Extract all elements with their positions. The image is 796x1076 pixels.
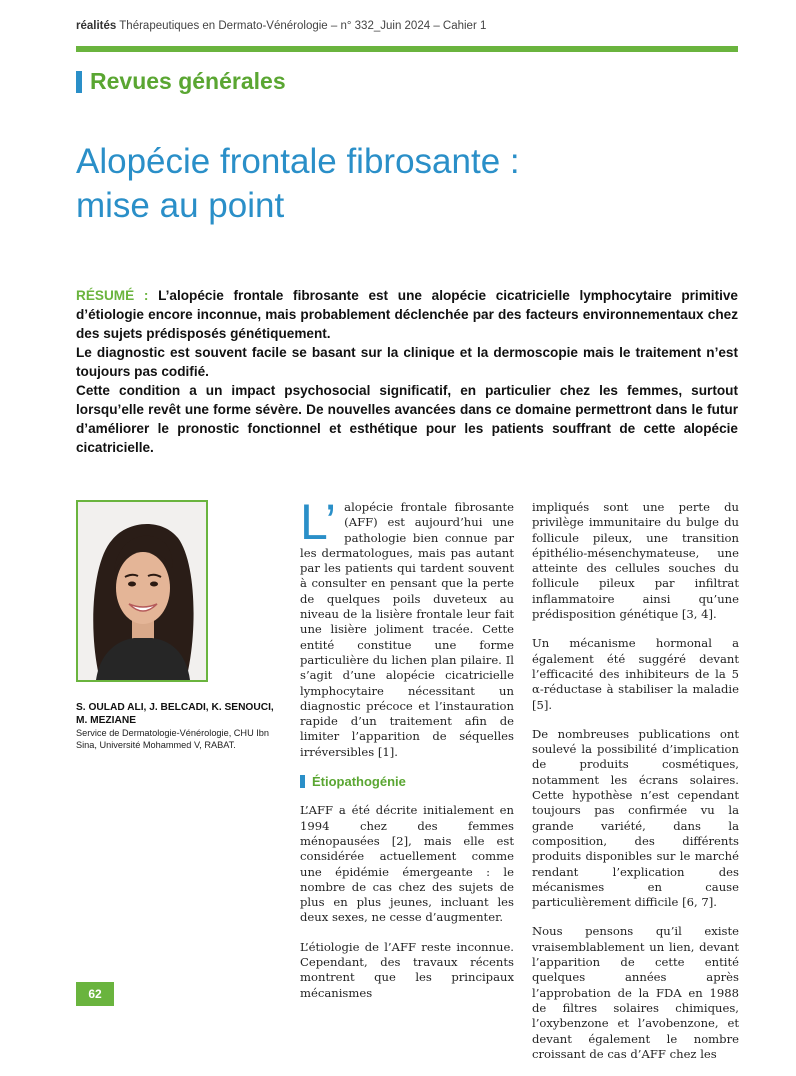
body-paragraph: Un mécanisme hormonal a également été suggéré devant l’efficacité des inhibiteurs de la 5 α-réductase à stabiliser la maladie [5]. (532, 636, 739, 712)
author-portrait-image (78, 502, 206, 680)
body-paragraph: L’AFF a été décrite initialement en 1994 chez des femmes ménopausées [2], mais elle est considérée actuellement comme une épidémie émergeante : le nombre de cas chez des sujets de plus en plus jeunes, incluant les deux sexes, ne cesse d’augmenter. (300, 803, 514, 925)
abstract-paragraph-3: Cette condition a un impact psychosocial significatif, en particulier chez les femmes, surtout lorsqu’elle revêt une forme sévère. De nouvelles avancées dans ce domaine permettront dans le futur d’améliorer le pronostic fonctionnel et esthétique pour les patients souffrant de cette alopécie cicatricielle. (76, 383, 738, 455)
author-photo (76, 500, 208, 682)
header-divider (76, 46, 738, 52)
body-paragraph: L’étiologie de l’AFF reste inconnue. Cependant, des travaux récents montrent que les principaux mécanismes (300, 939, 514, 1000)
abstract-keyword: RÉSUMÉ : (76, 288, 149, 303)
rubric-marker (76, 71, 82, 93)
body-paragraph: Nous pensons qu’il existe vraisemblablement un lien, devant l’apparition de cette entité quelques années après l’approbation de la FDA en 1988 de filtres solaires chimiques, l’oxybenzone et l’avobenzone, et devant également le nombre croissant de cas d’AFF chez les (532, 924, 739, 1061)
intro-paragraph (300, 494, 514, 760)
body-column-1 (300, 494, 514, 1015)
journal-issue: Thérapeutiques en Dermato-Vénérologie – n° 332_Juin 2024 – Cahier 1 (119, 20, 487, 32)
title-line-2: mise au point (76, 186, 285, 225)
drop-cap: L’ (300, 494, 337, 550)
body-column-2 (532, 500, 739, 1076)
rubric-label: Revues générales (90, 68, 286, 94)
section-rubric (76, 68, 286, 95)
body-paragraph: De nombreuses publications ont soulevé la possibilité d’implication de produits cosmétiques, notamment les écrans solaires. Cette hypothèse n’est cependant toujours pas confirmée vu la grande variété, dans la composition, des différents produits disponibles sur le marché rendant l’explication des mécanismes en cause particulièrement difficile [6, 7]. (532, 726, 739, 910)
abstract-paragraph-1 (76, 286, 738, 343)
abstract-text-1: L’alopécie frontale fibrosante est une alopécie cicatricielle lymphocytaire primitive d’étiologie encore inconnue, mais probablement déclenchée par des facteurs environnementaux chez des sujets prédisposés génétiquement. (76, 288, 738, 341)
abstract-paragraph-2: Le diagnostic est souvent facile se basant sur la clinique et la dermoscopie mais le traitement n’est toujours pas codifié. (76, 345, 738, 379)
journal-brand: réalités (76, 20, 117, 32)
intro-text: alopécie frontale fibrosante (AFF) est aujourd’hui une pathologie bien connue par les dermatologues, mais pas autant par les patients qui tardent souvent à consulter en pensant que la perte de quelques poils duveteux au niveau de la lisière frontale leur fait une lisière joliment tracée. Cette entité constitue une forme particulière du lichen plan pilaire. Il s’agit d’une alopécie cicatricielle lymphocytaire nécessitant un diagnostic précoce et l’instauration rapide d’un traitement afin de limiter l’apparition de séquelles irréversibles [1]. (300, 500, 514, 759)
section-heading-marker (300, 775, 305, 788)
abstract (76, 286, 738, 457)
body-paragraph: impliqués sont une perte du privilège immunitaire du bulge du follicule pileux, une transition épithélio-mésenchymateuse, une atteinte des cellules souches du follicule pileux par infiltrat inflammatoire ainsi qu’une prédisposition génétique [3, 4]. (532, 500, 739, 622)
running-header (76, 20, 486, 32)
article-title (76, 140, 520, 228)
title-line-1: Alopécie frontale fibrosante : (76, 142, 520, 181)
section-heading (300, 774, 514, 789)
page-number: 62 (76, 982, 114, 1006)
section-heading-label: Étiopathogénie (312, 774, 406, 790)
author-affiliation: Service de Dermatologie-Vénérologie, CHU Ibn Sina, Université Mohammed V, RABAT. (76, 728, 270, 750)
author-names: S. OULAD ALI, J. BELCADI, K. SENOUCI, M. MEZIANE (76, 702, 274, 726)
